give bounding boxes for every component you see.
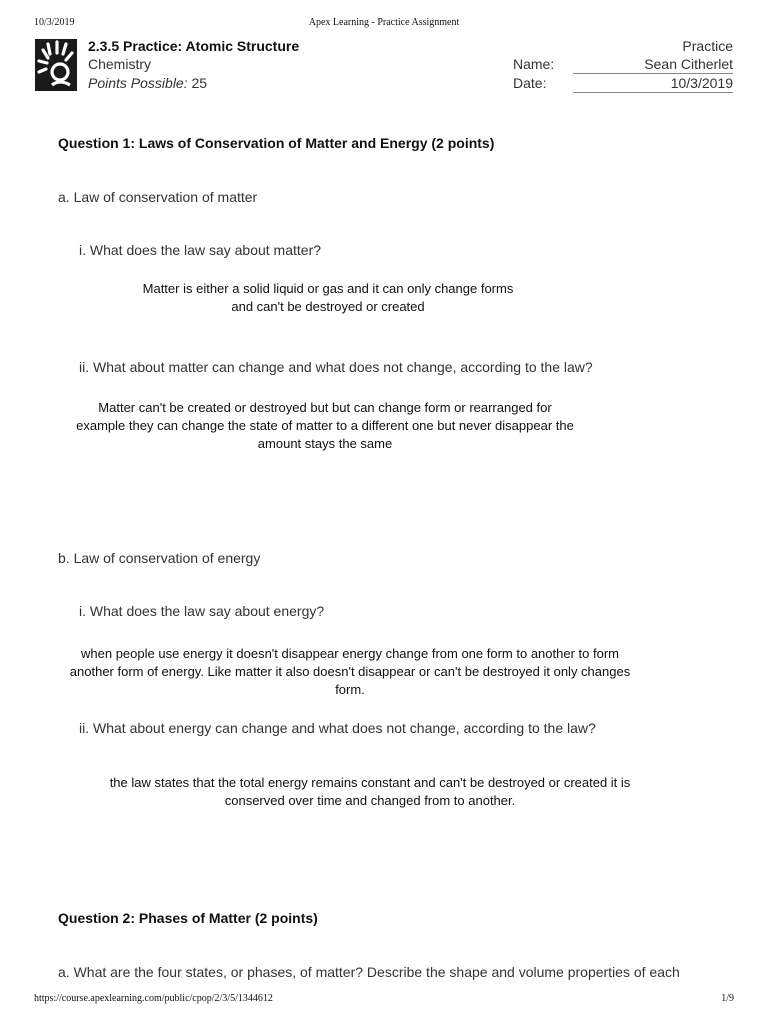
q1-b-i-prompt: i. What does the law say about energy? bbox=[79, 603, 325, 619]
date-label: Date: bbox=[513, 75, 547, 91]
answer-line: example they can change the state of matter to a different one but never disappear the bbox=[76, 418, 574, 433]
student-info bbox=[513, 37, 733, 93]
date-value: 10/3/2019 bbox=[573, 74, 733, 93]
print-title: Apex Learning - Practice Assignment bbox=[308, 17, 460, 28]
answer-line: and can't be destroyed or created bbox=[231, 299, 425, 314]
q1-a-i-answer bbox=[40, 280, 616, 316]
print-header bbox=[0, 17, 768, 31]
points-value: 25 bbox=[191, 75, 208, 91]
assignment-info bbox=[88, 37, 528, 93]
print-date: 10/3/2019 bbox=[34, 17, 75, 28]
page-number: 1/9 bbox=[721, 993, 734, 1004]
q1-part-b: b. Law of conservation of energy bbox=[58, 550, 261, 566]
name-value: Sean Citherlet bbox=[573, 55, 733, 74]
assignment-title: 2.3.5 Practice: Atomic Structure bbox=[88, 38, 300, 54]
answer-line: form. bbox=[335, 682, 365, 697]
points-label: Points Possible: bbox=[88, 75, 188, 91]
assignment-type: Practice bbox=[682, 38, 733, 54]
answer-line: conserved over time and changed from to another. bbox=[224, 793, 516, 808]
q1-a-ii-prompt: ii. What about matter can change and what does not change, according to the law? bbox=[79, 359, 593, 375]
page-url: https://course.apexlearning.com/public/cpop/2/3/5/1344612 bbox=[34, 993, 273, 1004]
question-1-title: Question 1: Laws of Conservation of Matter and Energy (2 points) bbox=[58, 135, 495, 151]
subject: Chemistry bbox=[88, 56, 152, 72]
name-label: Name: bbox=[513, 56, 555, 72]
q1-b-ii-answer bbox=[60, 774, 680, 810]
apex-logo-icon bbox=[35, 39, 77, 91]
q1-b-ii-prompt: ii. What about energy can change and what does not change, according to the law? bbox=[79, 720, 596, 736]
points-possible bbox=[88, 74, 528, 93]
question-2-title: Question 2: Phases of Matter (2 points) bbox=[58, 910, 318, 926]
date-row bbox=[513, 74, 733, 93]
q1-a-i-prompt: i. What does the law say about matter? bbox=[79, 242, 322, 258]
answer-line: when people use energy it doesn't disappear energy change from one form to another to form bbox=[81, 646, 619, 661]
answer-line: Matter can't be created or destroyed but but can change form or rearranged for bbox=[98, 400, 552, 415]
answer-line: another form of energy. Like matter it also doesn't disappear or can't be destroyed it only changes bbox=[69, 664, 631, 679]
q2-part-a: a. What are the four states, or phases, of matter? Describe the shape and volume properties of each bbox=[58, 964, 680, 980]
answer-line: Matter is either a solid liquid or gas and it can only change forms bbox=[142, 281, 514, 296]
answer-line: the law states that the total energy remains constant and can't be destroyed or created it is bbox=[109, 775, 631, 790]
q1-part-a: a. Law of conservation of matter bbox=[58, 189, 258, 205]
name-row bbox=[513, 55, 733, 74]
q1-a-ii-answer bbox=[30, 399, 620, 453]
q1-b-i-answer bbox=[20, 645, 680, 699]
answer-line: amount stays the same bbox=[257, 436, 393, 451]
